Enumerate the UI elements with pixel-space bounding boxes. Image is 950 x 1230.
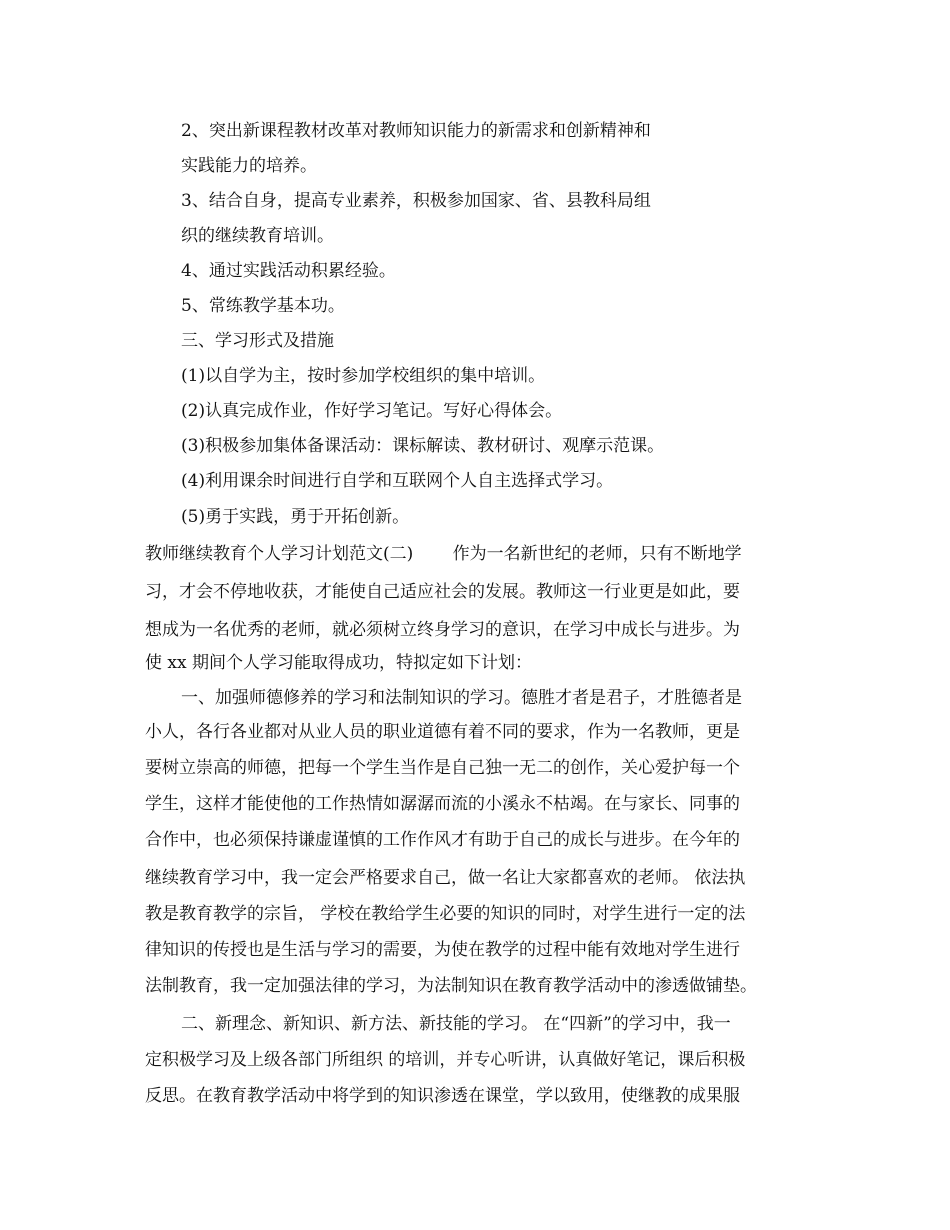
paragraph-line: 一、加强师德修养的学习和法制知识的学习。德胜才者是君子，才胜德者是 [181,688,742,708]
list-line: 4、通过实践活动积累经验。 [181,261,396,281]
list-line: (3)积极参加集体备课活动：课标解读、教材研讨、观摩示范课。 [181,436,665,456]
paragraph-line: 继续教育学习中，我一定会严格要求自己，做一名让大家都喜欢的老师。 依法执 [145,868,746,888]
section-heading: 三、学习形式及措施 [181,331,334,351]
list-line: (5)勇于实践，勇于开拓创新。 [181,507,410,527]
list-line: 5、常练教学基本功。 [181,296,345,316]
paragraph-line: 合作中，也必须保持谦虚谨慎的工作作风才有助于自己的成长与进步。在今年的 [145,830,740,850]
paragraph-line: 教是教育教学的宗旨， 学校在教给学生必要的知识的同时，对学生进行一定的法 [145,904,746,924]
list-line: 实践能力的培养。 [181,156,317,176]
paragraph-line: 学生，这样才能使他的工作热情如潺潺而流的小溪永不枯竭。在与家长、同事的 [145,794,740,814]
list-line: 织的继续教育培训。 [181,226,334,246]
paragraph-line: 使 xx 期间个人学习能取得成功，特拟定如下计划： [145,653,532,673]
paragraph-line: 律知识的传授也是生活与学习的需要，为使在教学的过程中能有效地对学生进行 [145,940,740,960]
list-line: (2)认真完成作业，作好学习笔记。写好心得体会。 [181,401,563,421]
paragraph-line: 反思。在教育教学活动中将学到的知识渗透在课堂，学以致用，使继教的成果服 [145,1086,740,1106]
paragraph-line: 定积极学习及上级各部门所组织 的培训，并专心听讲，认真做好笔记，课后积极 [145,1050,746,1070]
paragraph-line: 二、新理念、新知识、新方法、新技能的学习。 在“四新”的学习中，我一 [181,1014,731,1034]
paragraph-line: 习，才会不停地收获，才能使自己适应社会的发展。教师这一行业更是如此，要 [145,582,740,602]
list-line: 2、突出新课程教材改革对教师知识能力的新需求和创新精神和 [181,121,651,141]
paragraph-line: 法制教育，我一定加强法律的学习，为法制知识在教育教学活动中的渗透做铺垫。 [145,976,757,996]
paragraph-line: 想成为一名优秀的老师，就必须树立终身学习的意识，在学习中成长与进步。为 [145,620,740,640]
paragraph-line: 小人，各行各业都对从业人员的职业道德有着不同的要求，作为一名教师，更是 [145,722,740,742]
list-line: 3、结合自身，提高专业素养，积极参加国家、省、县教科局组 [181,191,651,211]
paragraph-line: 要树立崇高的师德，把每一个学生当作是自己独一无二的创作，关心爱护每一个 [145,758,740,778]
list-line: (4)利用课余时间进行自学和互联网个人自主选择式学习。 [181,471,614,491]
list-line: (1)以自学为主，按时参加学校组织的集中培训。 [181,366,546,386]
paragraph-line: 教师继续教育个人学习计划范文(二) 作为一名新世纪的老师，只有不断地学 [145,544,742,564]
